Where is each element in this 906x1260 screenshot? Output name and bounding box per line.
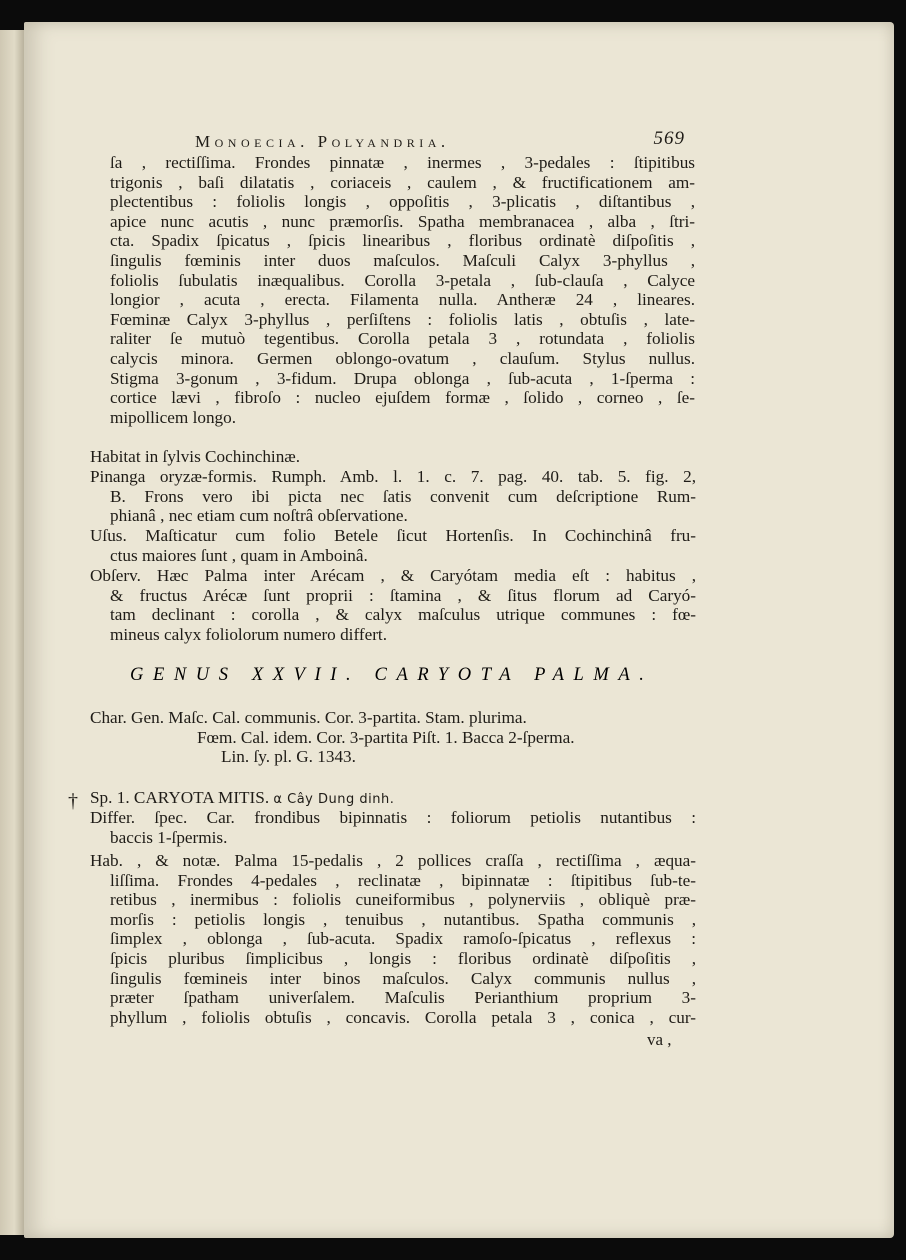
text-line: B. Frons vero ibi picta nec ſatis convenit cum deſcriptione Rum- [110, 486, 696, 506]
text-line: cortice lævi , fibroſo : nucleo ejuſdem formæ , ſolido , corneo , ſe- [110, 388, 695, 408]
habitus-paragraph [90, 851, 696, 1027]
previous-page-edge [0, 30, 25, 1235]
species-vernacular-note: α Cây Dung dinh. [273, 792, 395, 807]
text-line: ſingulis fœmineis inter binos maſculos. Calyx communis nullus , [110, 968, 696, 988]
text-line: Stigma 3-gonum , 3-fidum. Drupa oblonga , ſub-acuta , 1-ſperma : [110, 368, 695, 388]
habitat-line: Habitat in ſylvis Cochinchinæ. [90, 447, 301, 466]
text-line: ſpicis pluribus ſimplicibus , longis : floribus ordinatè diſpoſitis , [110, 948, 696, 968]
generic-character [90, 708, 575, 767]
char-line: Lin. ſy. pl. G. 1343. [221, 747, 356, 767]
habitat-paragraph [90, 447, 696, 467]
genus-heading: GENUS XXVII. CARYOTA PALMA. [130, 665, 654, 685]
text-line: foliolis ſubulatis inæqualibus. Corolla 3-petala , ſub-clauſa , Calyce [110, 270, 695, 290]
text-line: ctus maiores ſunt , quam in Amboinâ. [110, 545, 368, 565]
text-line: tam declinant : corolla , & calyx maſculus utrique communes : fœ- [110, 605, 696, 625]
description-paragraph [110, 153, 695, 427]
text-line: mipollicem longo. [110, 407, 237, 427]
page-number: 569 [653, 128, 685, 149]
text-line: ſingulis fœminis inter duos maſculos. Maſculi Calyx 3-phyllus , [110, 250, 695, 270]
text-line: trigonis , baſi dilatatis , coriaceis , caulem , & fructificationem am- [110, 172, 695, 192]
text-line: phyllum , foliolis obtuſis , concavis. Corolla petala 3 , conica , cur- [110, 1007, 696, 1027]
observation-paragraph [90, 566, 696, 644]
text-line: Pinanga oryzæ-formis. Rumph. Amb. l. 1. c. 7. pag. 40. tab. 5. fig. 2, [90, 467, 696, 486]
species-heading [90, 788, 696, 810]
dagger-mark: † [68, 790, 78, 812]
char-line: Fœm. Cal. idem. Cor. 3-partita Piſt. 1. Bacca 2-ſperma. [197, 727, 575, 747]
text-line: morſis : petiolis longis , tenuibus , nutantibus. Spatha communis , [110, 909, 696, 929]
text-line: ſimplex , oblonga , ſub-acuta. Spadix ramoſo-ſpicatus , reflexus : [110, 929, 696, 949]
text-line: Uſus. Maſticatur cum folio Betele ſicut Hortenſis. In Cochinchinâ fru- [90, 526, 696, 545]
text-line: baccis 1-ſpermis. [110, 827, 228, 847]
text-line: Hab. , & notæ. Palma 15-pedalis , 2 pollices craſſa , rectiſſima , æqua- [90, 851, 696, 870]
text-line: apice nunc acutis , nunc præmorſis. Spatha membranacea , alba , ſtri- [110, 211, 695, 231]
text-line: mineus calyx foliolorum numero differt. [110, 624, 388, 644]
header-title: Monoecia. Polyandria. [195, 132, 450, 151]
text-line: retibus , inermibus : foliolis cuneiformibus , polynerviis , obliquè præ- [110, 890, 696, 910]
differentia-paragraph [90, 808, 696, 847]
text-line: & fructus Arécæ ſunt proprii : ſtamina , & ſitus florum ad Caryó- [110, 585, 696, 605]
text-line: liſſima. Frondes 4-pedales , reclinatæ , bipinnatæ : ſtipitibus ſub-te- [110, 870, 696, 890]
pinanga-paragraph [90, 467, 696, 526]
text-line: raliter ſe mutuò tegentibus. Corolla petala 3 , rotundata , foliolis [110, 329, 695, 349]
text-line: Differ. ſpec. Car. frondibus bipinnatis : foliorum petiolis nutantibus : [90, 808, 696, 827]
catchword: va , [647, 1030, 672, 1049]
species-label: Sp. 1. CARYOTA MITIS. [90, 788, 270, 807]
text-line: longior , acuta , erecta. Filamenta nulla. Antheræ 24 , lineares. [110, 290, 695, 310]
text-line: ſa , rectiſſima. Frondes pinnatæ , inermes , 3-pedales : ſtipitibus [110, 153, 695, 172]
text-line: Obſerv. Hæc Palma inter Arécam , & Caryótam media eſt : habitus , [90, 566, 696, 585]
char-line: Char. Gen. Maſc. Cal. communis. Cor. 3-partita. Stam. plurima. [90, 708, 527, 727]
text-line: calycis minora. Germen oblongo-ovatum , clauſum. Stylus nullus. [110, 348, 695, 368]
text-line: cta. Spadix ſpicatus , ſpicis linearibus , floribus ordinatè diſpoſitis , [110, 231, 695, 251]
text-line: præter ſpatham univerſalem. Maſculis Perianthium proprium 3- [110, 988, 696, 1008]
text-line: plectentibus : foliolis longis , oppoſitis , 3-plicatis , diſtantibus , [110, 192, 695, 212]
text-line: Fœminæ Calyx 3-phyllus , perſiſtens : foliolis latis , obtuſis , late- [110, 309, 695, 329]
usus-paragraph [90, 526, 696, 565]
text-line: phianâ , nec etiam cum noſtrâ obſervatione. [110, 506, 408, 526]
